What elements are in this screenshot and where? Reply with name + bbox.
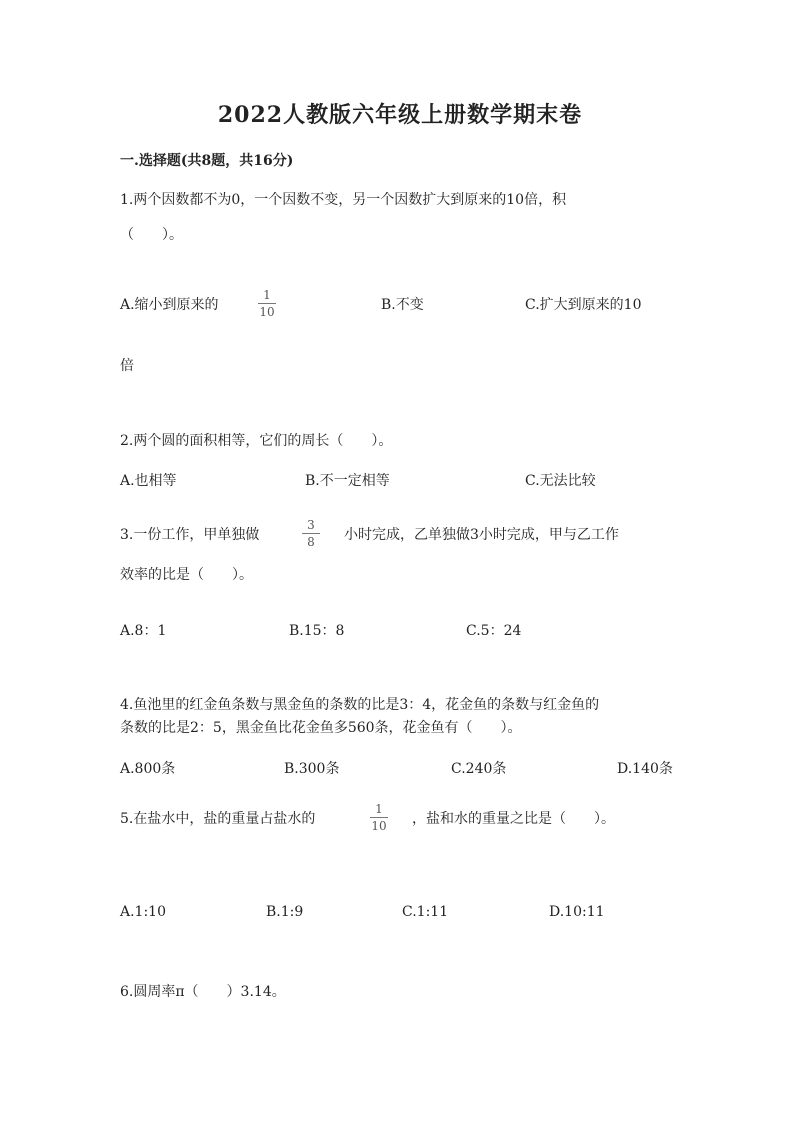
page-title: 2022人教版六年级上册数学期末卷 [217,102,583,128]
question-5-option-c: C.1:11 [402,904,449,920]
question-1-stem: 1.两个因数都不为0，一个因数不变，另一个因数扩大到原来的10倍，积 [120,192,567,208]
question-3-stem-b: 小时完成，乙单独做3小时完成，甲与乙工作 [344,527,619,543]
question-4-option-c: C.240条 [451,761,507,777]
question-1-option-b: B.不变 [381,297,424,313]
question-5-stem-b: ，盐和水的重量之比是（ ）。 [412,811,615,827]
fraction-numerator: 1 [263,288,271,302]
question-3-option-c: C.5：24 [466,623,522,639]
question-4-option-d: D.140条 [617,761,673,777]
question-1-option-c-cont: 倍 [120,358,134,374]
fraction-bar [258,303,276,304]
question-1-stem-cont: （ ）。 [120,227,183,243]
question-4-stem-cont: 条数的比是2：5，黑金鱼比花金鱼多560条，花金鱼有（ ）。 [120,720,522,736]
question-2-option-c: C.无法比较 [525,473,596,489]
fraction-denominator: 10 [259,305,275,319]
fraction-bar [302,533,320,534]
question-3-stem-cont: 效率的比是（ ）。 [120,567,253,583]
fraction-bar [370,817,388,818]
question-6-stem: 6.圆周率π（ ）3.14。 [120,984,286,1000]
question-2-option-a: A.也相等 [120,473,177,489]
question-1-option-a: A.缩小到原来的 [120,297,219,313]
question-3-option-b: B.15：8 [289,623,345,639]
question-5-option-d: D.10:11 [549,904,605,920]
fraction-numerator: 3 [307,518,315,532]
fraction-denominator: 8 [307,535,315,549]
question-4-option-a: A.800条 [120,761,176,777]
question-5-option-b: B.1:9 [266,904,304,920]
question-5-fraction [370,802,388,833]
question-3-option-a: A.8：1 [120,623,167,639]
question-3-stem: 3.一份工作，甲单独做 [120,527,260,543]
question-1-fraction [258,288,276,319]
question-1-option-c: C.扩大到原来的10 [525,297,642,313]
question-2-option-b: B.不一定相等 [305,473,390,489]
question-5-option-a: A.1:10 [120,904,166,920]
section-heading: 一.选择题(共8题，共16分) [120,153,294,169]
question-5-stem: 5.在盐水中，盐的重量占盐水的 [120,811,316,827]
fraction-denominator: 10 [371,819,387,833]
fraction-numerator: 1 [375,802,383,816]
question-3-fraction [302,518,320,549]
question-2-stem: 2.两个圆的面积相等，它们的周长（ ）。 [120,433,393,449]
question-4-stem: 4.鱼池里的红金鱼条数与黑金鱼的条数的比是3：4，花金鱼的条数与红金鱼的 [120,697,600,713]
question-4-option-b: B.300条 [284,761,340,777]
